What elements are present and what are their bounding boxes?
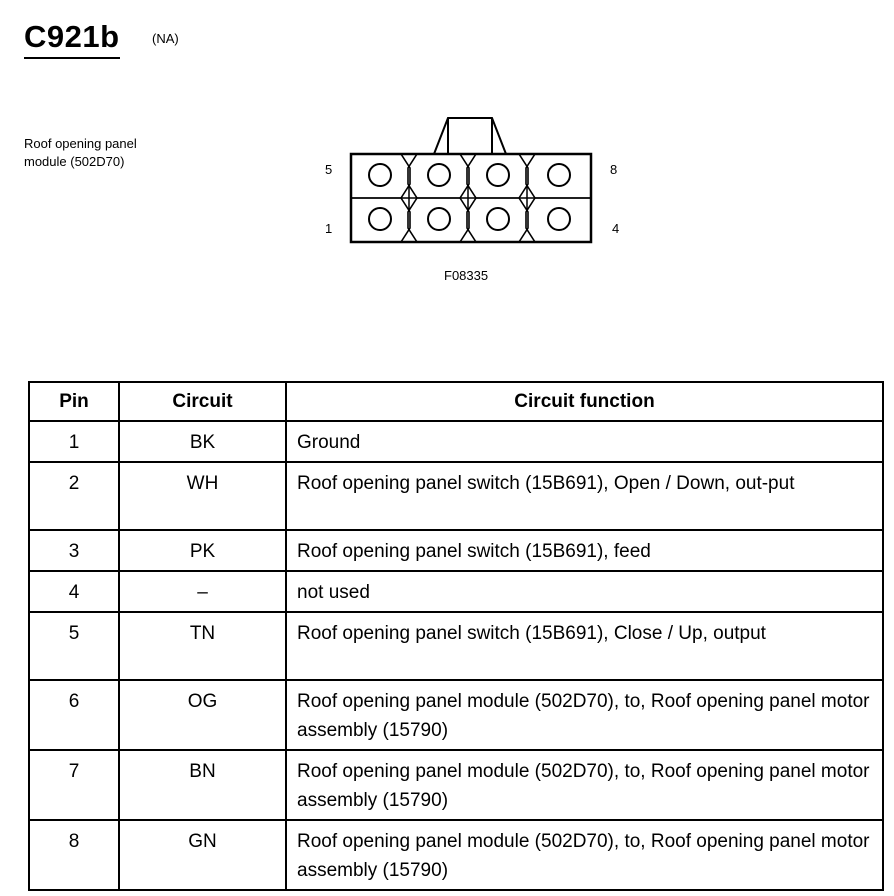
- circuit-cell: –: [119, 571, 286, 612]
- module-label-line-1: Roof opening panel: [24, 136, 137, 151]
- pin-label-bottom-right: 4: [612, 221, 620, 236]
- module-label-line-2: module (502D70): [24, 154, 125, 169]
- function-cell: Ground: [286, 421, 883, 462]
- table-row: [29, 462, 883, 530]
- figure-code: F08335: [444, 268, 489, 283]
- function-cell: not used: [286, 571, 883, 612]
- function-cell: Roof opening panel switch (15B691), feed: [286, 530, 883, 571]
- pin-label-bottom-left: 1: [325, 221, 333, 236]
- pin-cell: 8: [29, 820, 119, 890]
- circuit-cell: OG: [119, 680, 286, 750]
- pin-cell: 1: [29, 421, 119, 462]
- table-row: [29, 571, 883, 612]
- table-row: [29, 750, 883, 820]
- pin-cell: 5: [29, 612, 119, 680]
- function-cell: Roof opening panel switch (15B691), Open / Down, out-put: [286, 462, 883, 530]
- pin-cell: 4: [29, 571, 119, 612]
- circuit-cell: WH: [119, 462, 286, 530]
- table-row: [29, 680, 883, 750]
- connector-latch: [434, 118, 506, 154]
- function-cell: Roof opening panel module (502D70), to, Roof opening panel motor assembly (15790): [286, 820, 883, 890]
- circuit-cell: GN: [119, 820, 286, 890]
- pin-label-top-right: 8: [610, 162, 618, 177]
- connector-face-diagram: [346, 112, 602, 248]
- table-row: [29, 421, 883, 462]
- pin-cell: 3: [29, 530, 119, 571]
- circuit-cell: BN: [119, 750, 286, 820]
- pin-cell: 7: [29, 750, 119, 820]
- column-header-pin: Pin: [29, 382, 119, 421]
- circuit-cell: TN: [119, 612, 286, 680]
- module-label: [24, 135, 224, 171]
- function-cell: Roof opening panel module (502D70), to, Roof opening panel motor assembly (15790): [286, 680, 883, 750]
- pin-cell: 6: [29, 680, 119, 750]
- function-cell: Roof opening panel module (502D70), to, Roof opening panel motor assembly (15790): [286, 750, 883, 820]
- pin-table: [28, 381, 884, 891]
- market-label: (NA): [152, 31, 179, 46]
- table-row: [29, 530, 883, 571]
- pin-cell: 2: [29, 462, 119, 530]
- table-header-row: [29, 382, 883, 421]
- function-cell: Roof opening panel switch (15B691), Close / Up, output: [286, 612, 883, 680]
- column-header-circuit: Circuit: [119, 382, 286, 421]
- table-row: [29, 612, 883, 680]
- connector-title: C921b: [24, 18, 120, 59]
- circuit-cell: BK: [119, 421, 286, 462]
- circuit-cell: PK: [119, 530, 286, 571]
- column-header-function: Circuit function: [286, 382, 883, 421]
- pin-label-top-left: 5: [325, 162, 333, 177]
- table-row: [29, 820, 883, 890]
